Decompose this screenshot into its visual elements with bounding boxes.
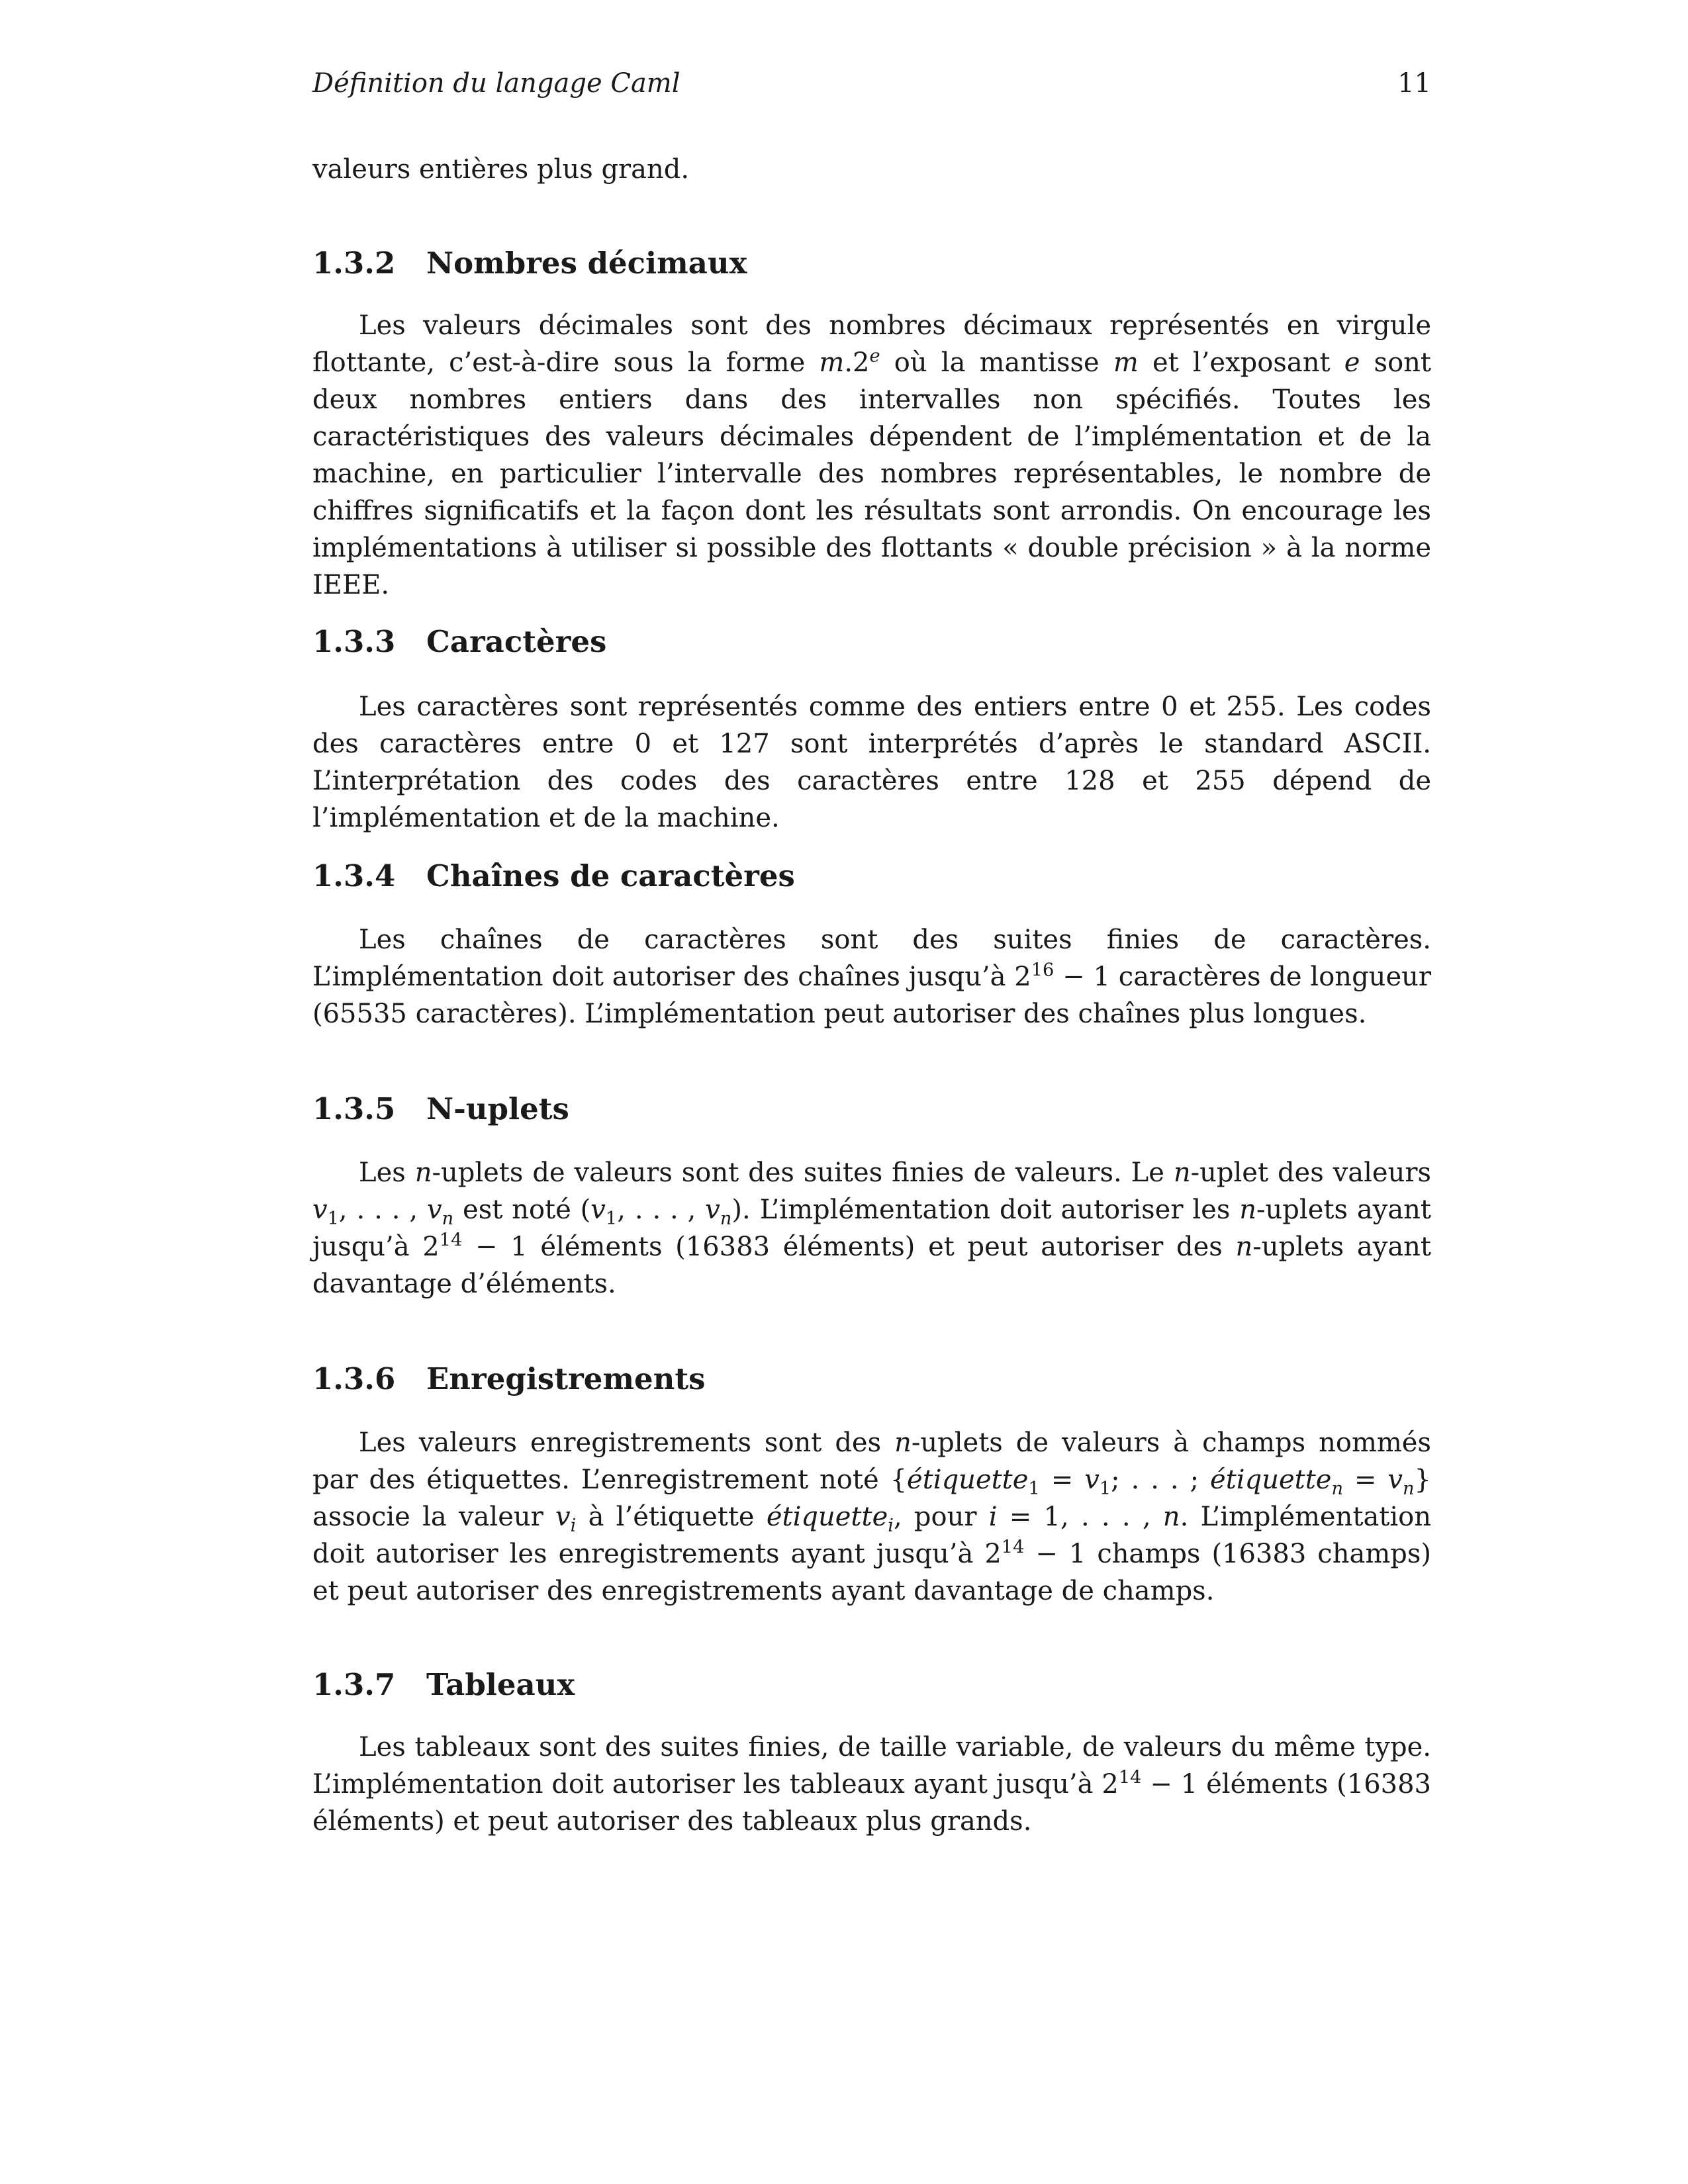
paragraph-caracteres: Les caractères sont représentés comme des entiers entre 0 et 255. Les codes des caractères entre 0 et 127 sont interprétés d’après le standard ASCII. L’interprétation des codes des caractères entre 128 et 255 dépend de l’implémentation et de la machine.	[312, 692, 1431, 833]
paragraph-tableaux: Les tableaux sont des suites finies, de taille variable, de valeurs du même type. L’implémentation doit autoriser les tableaux ayant jusqu’à $2^{14} - 1$ éléments (16383 éléments) et peut autoriser des tableaux plus grands.	[312, 1732, 1432, 1837]
section-heading-1-3-7	[312, 1665, 1431, 1705]
section-heading-1-3-4	[312, 856, 1431, 896]
document-page	[312, 0, 1431, 2184]
page-number: 11	[1397, 68, 1431, 99]
section-title: Tableaux	[426, 1667, 575, 1702]
running-title: Définition du langage Caml	[312, 68, 680, 99]
section-number: 1.3.5	[312, 1091, 396, 1126]
paragraph-nombres-decimaux: Les valeurs décimales sont des nombres décimaux représentés en virgule flottante, c’est-à-dire sous la forme m.2e où la mantisse m et l’exposant e sont deux nombres entiers dans des intervalles non spécifiés. Toutes les caractéristiques des valeurs décimales dépendent de l’implémentation et de la machine, en particulier l’intervalle des nombres représentables, le nombre de chiffres significatifs et la façon dont les résultats sont arrondis. On encourage les implémentations à utiliser si possible des flottants « double précision » à la norme IEEE.	[312, 310, 1431, 600]
running-head	[312, 64, 1431, 103]
paragraph-chaines: Les chaînes de caractères sont des suites finies de caractères. L’implémentation doit autoriser des chaînes jusqu’à $2^{16} - 1$ caractères de longueur (65535 caractères). L’implémentation peut autoriser des chaînes plus longues.	[312, 925, 1431, 1029]
paragraph-enregistrements: Les valeurs enregistrements sont des n-uplets de valeurs à champs nommés par des étiquettes. L’enregistrement noté {étiquette$_1$ = $v_1$; . . . ; étiquette$_n$ = $v_n$} associe la valeur $v_i$ à l’étiquette étiquette$_i$, pour i = 1, . . . , n. L’implémentation doit autoriser les enregistrements ayant jusqu’à $2^{14} - 1$ champs (16383 champs) et peut autoriser des enregistrements ayant davantage de champs.	[312, 1428, 1431, 1606]
section-title: Caractères	[426, 624, 607, 659]
section-heading-1-3-6	[312, 1359, 1431, 1399]
section-number: 1.3.2	[312, 246, 396, 281]
section-title: N-uplets	[426, 1091, 569, 1126]
section-heading-1-3-3	[312, 622, 1431, 662]
section-heading-1-3-5	[312, 1089, 1431, 1129]
paragraph-n-uplets: Les n-uplets de valeurs sont des suites finies de valeurs. Le n-uplet des valeurs $v_1$, . . . , $v_n$ est noté ($v_1$, . . . , $v_n$). L’implémentation doit autoriser les n-uplets ayant jusqu’à $2^{14} - 1$ éléments (16383 éléments) et peut autoriser des n-uplets ayant davantage d’éléments.	[312, 1158, 1432, 1299]
section-number: 1.3.3	[312, 624, 396, 659]
section-number: 1.3.4	[312, 858, 396, 893]
section-heading-1-3-2	[312, 244, 1431, 283]
section-title: Nombres décimaux	[426, 246, 747, 281]
continuation-paragraph: valeurs entières plus grand.	[312, 154, 690, 185]
section-title: Chaînes de caractères	[426, 858, 795, 893]
section-number: 1.3.7	[312, 1667, 396, 1702]
section-title: Enregistrements	[426, 1361, 706, 1396]
section-number: 1.3.6	[312, 1361, 396, 1396]
